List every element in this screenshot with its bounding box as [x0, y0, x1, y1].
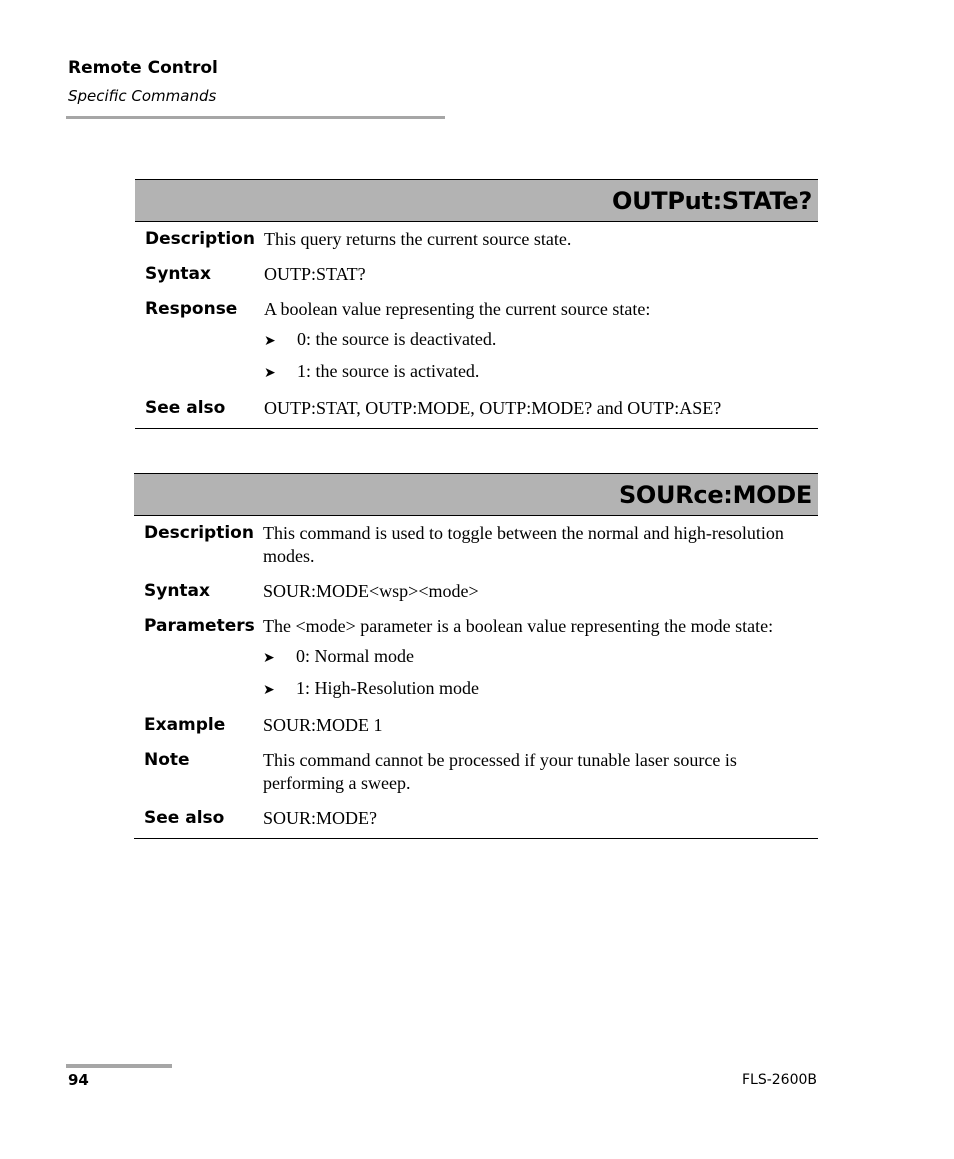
syntax-row: [135, 263, 818, 286]
bullet-text: 0: Normal mode: [296, 646, 414, 666]
response-value: [264, 298, 818, 385]
arrow-bullet-icon: ➤: [264, 366, 276, 381]
see-also-label: See also: [145, 398, 226, 418]
response-row: [135, 298, 818, 385]
parameters-label: Parameters: [144, 616, 255, 636]
footer-rule: [66, 1064, 172, 1068]
arrow-bullet-icon: ➤: [264, 334, 276, 349]
header-rule: [66, 116, 445, 119]
example-value: SOUR:MODE 1: [263, 715, 383, 735]
note-label: Note: [144, 750, 190, 770]
see-also-value: SOUR:MODE?: [263, 808, 378, 828]
bullet-item: [263, 645, 798, 670]
command-title-bar: [134, 473, 818, 516]
command-title: SOURce:MODE: [618, 480, 812, 509]
syntax-value: SOUR:MODE<wsp><mode>: [263, 581, 479, 601]
see-also-row: [135, 397, 818, 420]
header-subtitle: Specific Commands: [68, 87, 217, 105]
command-title-bar: [135, 179, 818, 222]
description-value: This command is used to toggle between the normal and high-resolution modes.: [263, 523, 784, 566]
arrow-bullet-icon: ➤: [263, 683, 275, 698]
bullet-item: [263, 677, 798, 702]
command-section-output-state: [135, 179, 818, 429]
note-row: [134, 749, 818, 795]
bullet-text: 1: High-Resolution mode: [296, 678, 479, 698]
syntax-row: [134, 580, 818, 603]
description-value: This query returns the current source state.: [264, 229, 572, 249]
see-also-value: OUTP:STAT, OUTP:MODE, OUTP:MODE? and OUTP:ASE?: [264, 398, 722, 418]
description-label: Description: [144, 523, 254, 543]
note-value: This command cannot be processed if your tunable laser source is performing a sweep.: [263, 750, 737, 793]
description-label: Description: [145, 229, 255, 249]
response-label: Response: [145, 299, 238, 319]
parameters-row: [134, 615, 818, 702]
bullet-item: [264, 328, 798, 353]
bullet-text: 1: the source is activated.: [297, 361, 480, 381]
see-also-label: See also: [144, 808, 225, 828]
description-row: [135, 228, 818, 251]
product-model: FLS-2600B: [741, 1072, 817, 1088]
header-title: Remote Control: [68, 58, 218, 78]
command-body: [135, 222, 818, 429]
example-row: [134, 714, 818, 737]
parameters-text: The <mode> parameter is a boolean value representing the mode state:: [263, 616, 774, 636]
syntax-label: Syntax: [145, 264, 211, 284]
page-number: 94: [68, 1071, 89, 1089]
description-row: [134, 522, 818, 568]
bullet-text: 0: the source is deactivated.: [297, 329, 497, 349]
syntax-value: OUTP:STAT?: [264, 264, 366, 284]
syntax-label: Syntax: [144, 581, 210, 601]
example-label: Example: [144, 715, 226, 735]
arrow-bullet-icon: ➤: [263, 651, 275, 666]
see-also-row: [134, 807, 818, 830]
command-section-source-mode: [134, 473, 818, 839]
command-body: [134, 516, 818, 839]
command-title: OUTPut:STATe?: [612, 186, 812, 215]
parameters-value: [263, 615, 818, 702]
response-text: A boolean value representing the current source state:: [264, 299, 651, 319]
bullet-item: [264, 360, 798, 385]
